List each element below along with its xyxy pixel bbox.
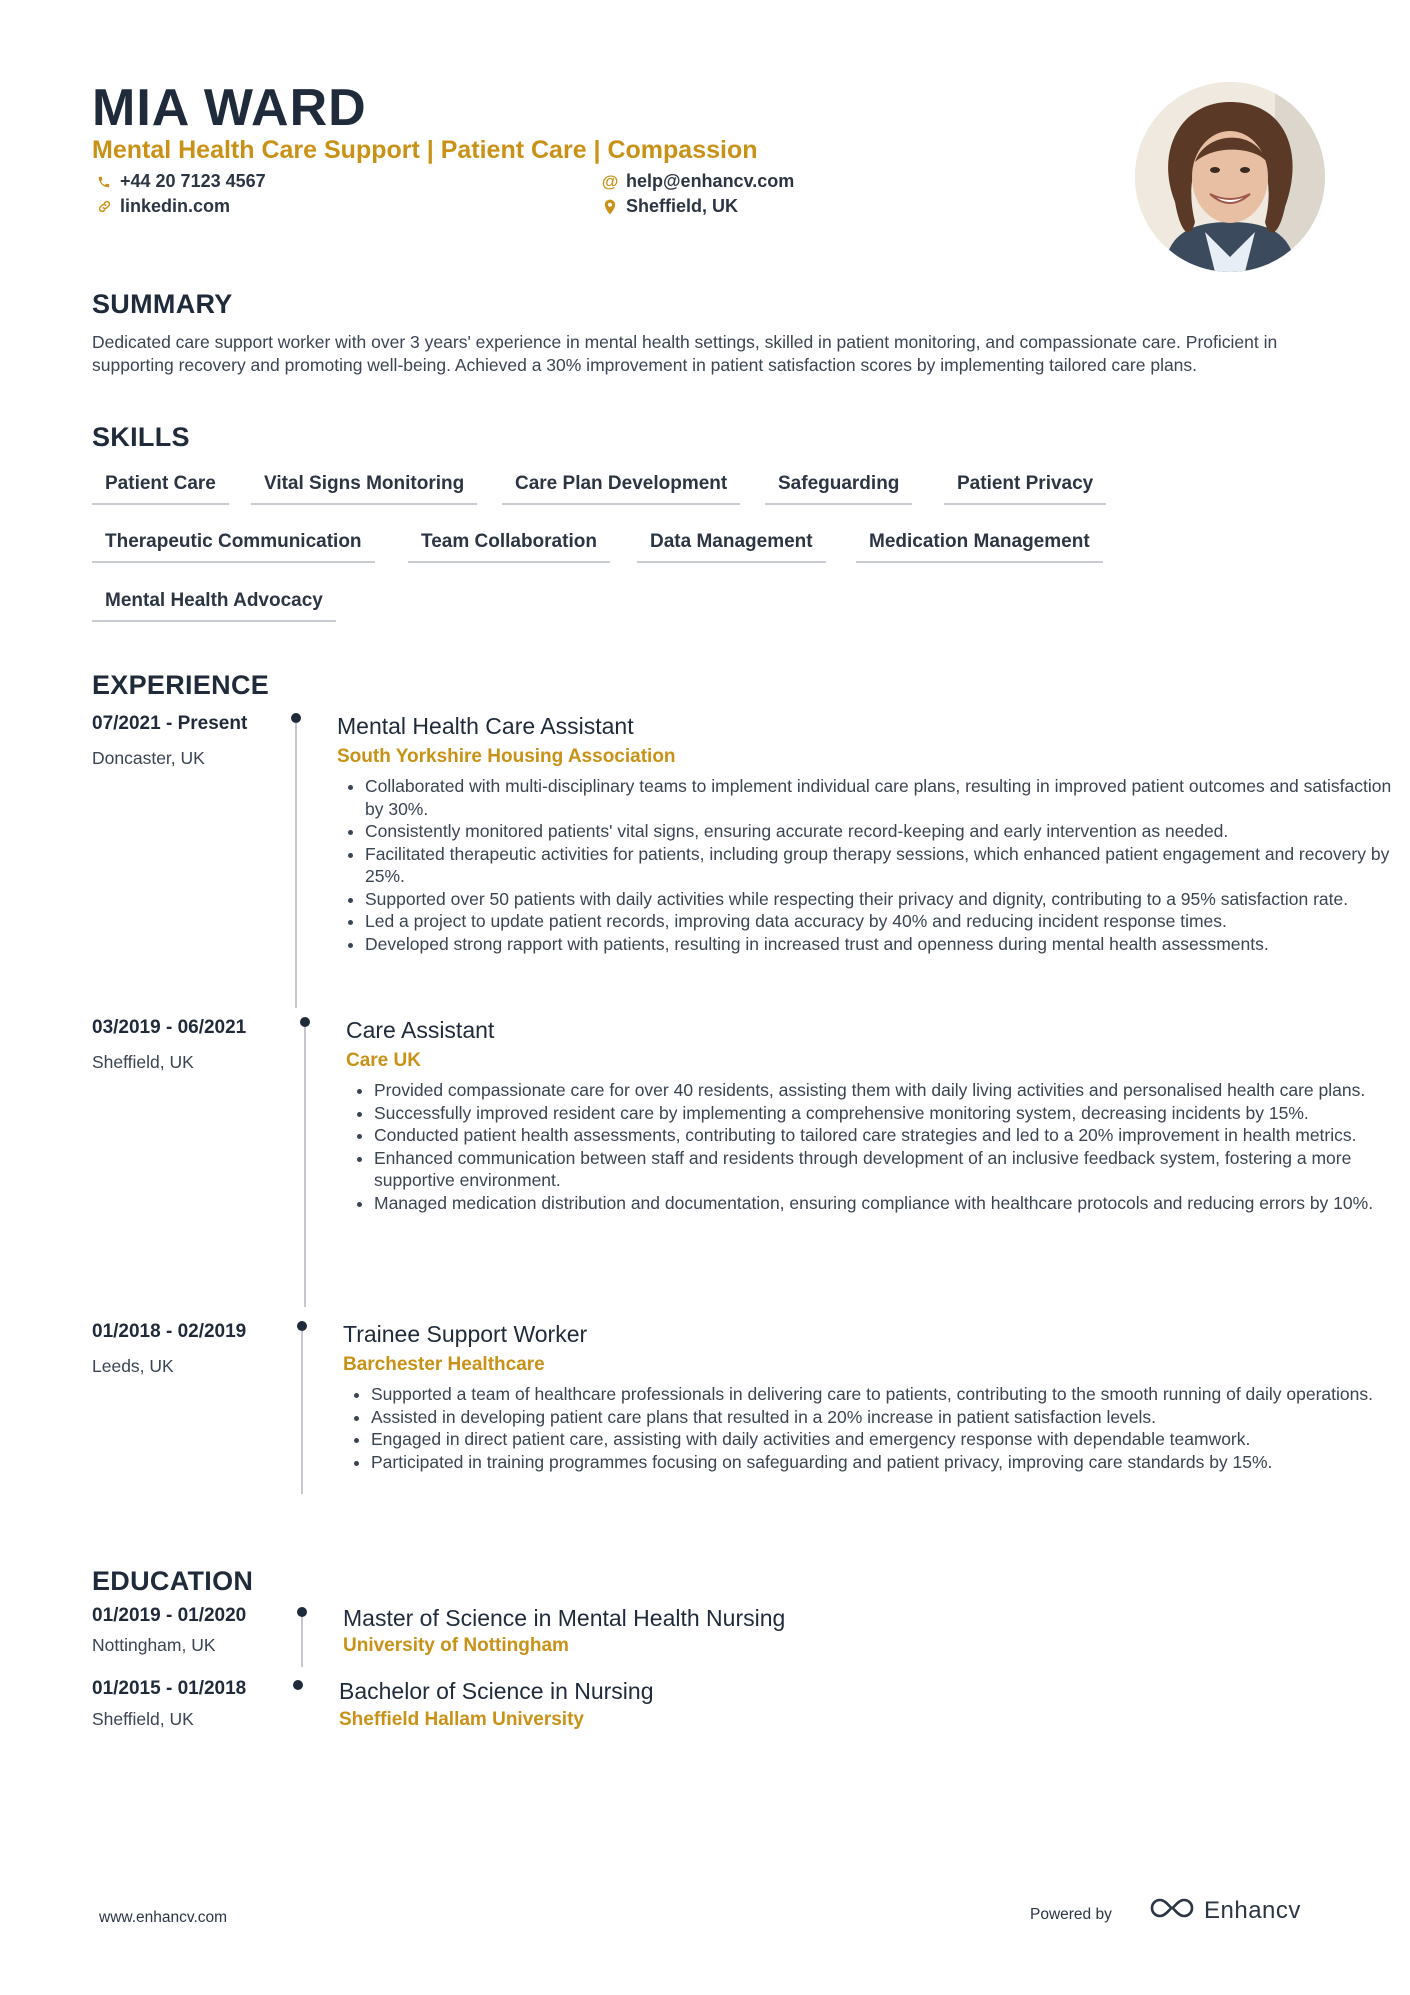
- timeline-dot: [297, 1321, 307, 1331]
- phone-number: +44 20 7123 4567: [120, 171, 266, 191]
- bullet-item: • Conducted patient health assessments, contributing to tailored care strategies and led to a 20% improvement in health metrics.: [374, 1124, 1404, 1147]
- email-address[interactable]: help@enhancv.com: [626, 171, 795, 191]
- location-text: Sheffield, UK: [626, 196, 739, 216]
- linkedin-contact[interactable]: [96, 196, 230, 217]
- education-heading: EDUCATION: [92, 1566, 254, 1596]
- education-dates: 01/2015 - 01/2018: [92, 1678, 247, 1699]
- skill-tag: Patient Care: [92, 467, 229, 505]
- timeline-dot: [297, 1607, 307, 1617]
- job-location: Doncaster, UK: [92, 748, 205, 768]
- skill-tag: Therapeutic Communication: [92, 525, 375, 563]
- company-name: Care UK: [346, 1050, 421, 1071]
- education-location: Sheffield, UK: [92, 1709, 194, 1729]
- experience-heading: EXPERIENCE: [92, 670, 270, 700]
- bullet-item: • Successfully improved resident care by implementing a comprehensive monitoring system, decreasing incidents by 15%.: [374, 1102, 1404, 1125]
- job-dates: 01/2018 - 02/2019: [92, 1321, 247, 1342]
- candidate-name: MIA WARD: [92, 79, 367, 137]
- profile-photo: [1135, 82, 1325, 272]
- linkedin-link[interactable]: linkedin.com: [120, 196, 231, 216]
- bullet-item: • Supported a team of healthcare professionals in delivering care to patients, contributing to the smooth running of daily operations.: [371, 1383, 1406, 1406]
- bullet-item: • Led a project to update patient records, improving data accuracy by 40% and reducing incident response times.: [365, 910, 1405, 933]
- company-name: Barchester Healthcare: [343, 1354, 545, 1375]
- bullet-item: • Supported over 50 patients with daily activities while respecting their privacy and dignity, contributing to a 95% satisfaction rate.: [365, 888, 1405, 911]
- job-bullets: [337, 775, 1405, 955]
- job-bullets: [346, 1079, 1404, 1214]
- skill-tag: Safeguarding: [765, 467, 912, 505]
- brand-name: Enhancv: [1204, 1896, 1301, 1924]
- job-bullets: [343, 1383, 1406, 1473]
- at-icon: @: [601, 171, 619, 191]
- enhancv-logo: [1148, 1896, 1301, 1925]
- timeline-line: [301, 1331, 303, 1494]
- company-name: South Yorkshire Housing Association: [337, 746, 676, 767]
- education-dates: 01/2019 - 01/2020: [92, 1605, 247, 1626]
- skill-tag: Team Collaboration: [408, 525, 610, 563]
- bullet-item: • Collaborated with multi-disciplinary teams to implement individual care plans, resulting in improved patient outcomes and satisfaction by 30%.: [365, 775, 1405, 820]
- email-contact[interactable]: [602, 171, 794, 192]
- job-title: Care Assistant: [346, 1017, 495, 1043]
- job-location: Sheffield, UK: [92, 1052, 194, 1072]
- skill-tag: Vital Signs Monitoring: [251, 467, 477, 505]
- location-contact: [602, 196, 738, 217]
- timeline-line: [301, 1617, 303, 1667]
- infinity-logo-icon: [1148, 1896, 1196, 1925]
- summary-heading: SUMMARY: [92, 289, 233, 319]
- bullet-item: • Enhanced communication between staff and residents through development of an inclusive feedback system, fostering a more supportive environment.: [374, 1147, 1404, 1192]
- job-location: Leeds, UK: [92, 1356, 174, 1376]
- job-title: Mental Health Care Assistant: [337, 713, 634, 739]
- summary-text: Dedicated care support worker with over 3 years' experience in mental health settings, skilled in patient monitoring, and compassionate care. Proficient in supporting recovery and promoting well-being. Achieved a 30% improvement in patient satisfaction scores by implementing tailored care plans.: [92, 332, 1278, 375]
- footer-website[interactable]: www.enhancv.com: [99, 1909, 228, 1926]
- bullet-item: • Managed medication distribution and documentation, ensuring compliance with healthcare protocols and reducing errors by 10%.: [374, 1192, 1404, 1215]
- timeline-dot: [300, 1017, 310, 1027]
- phone-icon: [96, 174, 112, 190]
- job-title: Trainee Support Worker: [343, 1321, 588, 1347]
- timeline-line: [304, 1027, 306, 1307]
- skill-tag: Mental Health Advocacy: [92, 584, 336, 622]
- skills-heading: SKILLS: [92, 422, 190, 452]
- bullet-item: • Consistently monitored patients' vital signs, ensuring accurate record-keeping and early intervention as needed.: [365, 820, 1405, 843]
- bullet-item: • Developed strong rapport with patients, resulting in increased trust and openness during mental health assessments.: [365, 933, 1405, 956]
- headline: Mental Health Care Support | Patient Care | Compassion: [92, 136, 758, 164]
- link-icon: [96, 199, 112, 215]
- skill-tag: Medication Management: [856, 525, 1103, 563]
- skill-tag: Care Plan Development: [502, 467, 740, 505]
- education-location: Nottingham, UK: [92, 1635, 216, 1655]
- degree-title: Master of Science in Mental Health Nursing: [343, 1605, 786, 1631]
- job-dates: 07/2021 - Present: [92, 713, 248, 734]
- job-dates: 03/2019 - 06/2021: [92, 1017, 247, 1038]
- phone-contact: [96, 171, 266, 192]
- footer-powered-by: Powered by: [1030, 1906, 1112, 1923]
- map-pin-icon: [602, 199, 618, 215]
- bullet-item: • Participated in training programmes focusing on safeguarding and patient privacy, improving care standards by 15%.: [371, 1451, 1406, 1474]
- timeline-dot: [291, 713, 301, 723]
- school-name: University of Nottingham: [343, 1635, 569, 1656]
- skill-tag: Data Management: [637, 525, 826, 563]
- bullet-item: • Engaged in direct patient care, assisting with daily activities and emergency response with dependable teamwork.: [371, 1428, 1406, 1451]
- degree-title: Bachelor of Science in Nursing: [339, 1678, 654, 1704]
- bullet-item: • Provided compassionate care for over 40 residents, assisting them with daily living activities and personalised health care plans.: [374, 1079, 1404, 1102]
- bullet-item: • Facilitated therapeutic activities for patients, including group therapy sessions, which enhanced patient engagement and recovery by 25%.: [365, 843, 1405, 888]
- bullet-item: • Assisted in developing patient care plans that resulted in a 20% increase in patient satisfaction levels.: [371, 1406, 1406, 1429]
- skill-tag: Patient Privacy: [944, 467, 1106, 505]
- school-name: Sheffield Hallam University: [339, 1709, 584, 1730]
- timeline-dot: [293, 1680, 303, 1690]
- timeline-line: [295, 723, 297, 1008]
